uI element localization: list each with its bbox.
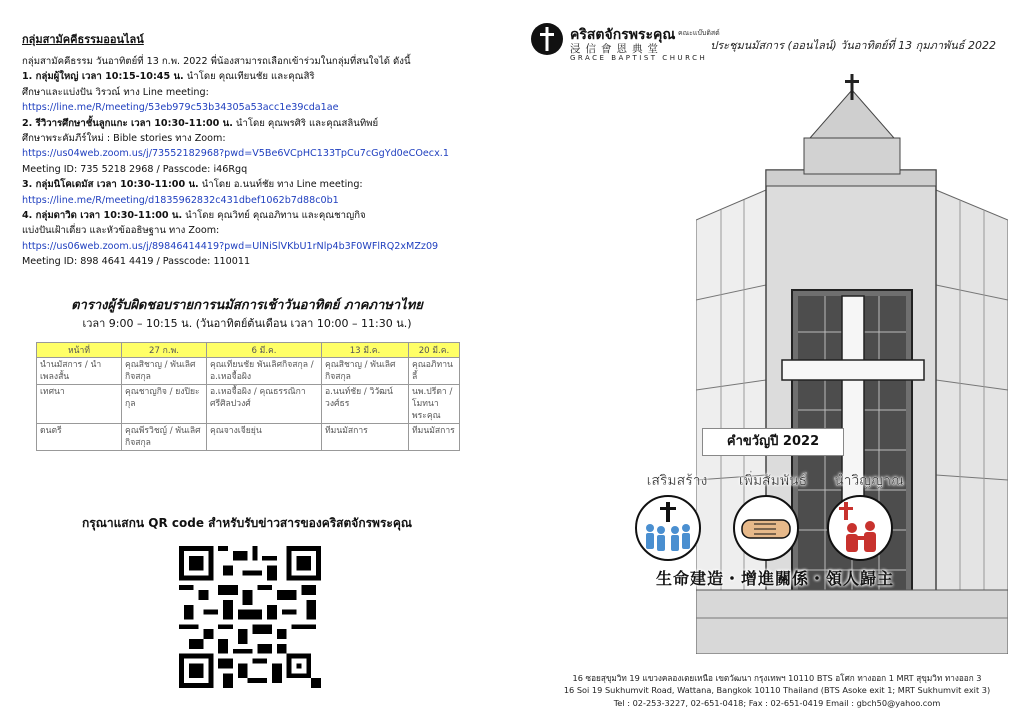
table-cell: ทีมนมัสการ bbox=[409, 424, 460, 451]
motto-relationship: เพิ่มสัมพันธ์ bbox=[738, 473, 808, 489]
motto-build: เสริมสร้าง bbox=[646, 473, 708, 489]
table-cell: อ.นนท์ชัย / วิวัฒน์วงศ์ธร bbox=[322, 385, 409, 424]
schedule-title: ตารางผู้รับผิดชอบรายการนมัสการเช้าวันอาทิตย์ ภาคภาษาไทย bbox=[71, 298, 423, 313]
group-2-desc: ศึกษาพระคัมภีร์ใหม่ : Bible stories ทาง Zoom: bbox=[22, 133, 226, 145]
church-name-chinese: 浸信會恩典堂 bbox=[570, 43, 663, 55]
table-cell: คุณเทียนชัย พันเลิศกิจสกุล / อ.เหอจื้อผิง bbox=[207, 358, 322, 385]
table-cell: ทีมนมัสการ bbox=[322, 424, 409, 451]
church-denomination: คณะแบ๊บติสต์ bbox=[678, 29, 720, 37]
groups-intro: กลุ่มสามัคคีธรรม วันอาทิตย์ที่ 13 ก.พ. 2022 พี่น้องสามารถเลือกเข้าร่วมในกลุ่มที่สนใจได้ ดังนี้ bbox=[22, 56, 411, 67]
groups-title: กลุ่มสามัคคีธรรมออนไลน์ bbox=[22, 33, 144, 46]
service-title: ประชุมนมัสการ (ออนไลน์) วันอาทิตย์ที่ 13 กุมภาพันธ์ 2022 bbox=[710, 39, 996, 52]
group-3-link[interactable]: https://line.me/R/meeting/d1835962832c431dbef1062b7d88c0b1 bbox=[22, 194, 339, 206]
header-cell: 20 มี.ค. bbox=[409, 343, 460, 358]
schedule-header-row bbox=[37, 343, 460, 358]
table-row bbox=[37, 358, 460, 385]
church-name-thai: คริสตจักรพระคุณ bbox=[570, 27, 676, 43]
table-cell: นพ.ปรีดา / โมทนาพระคุณ bbox=[409, 385, 460, 424]
group-4-heading: 4. กลุ่มดาวิด เวลา 10:30-11:00 น. นำโดย คุณวิทย์ คุณอภิทาน และคุณชาญกิจ bbox=[22, 210, 366, 222]
motto-chinese: 生命建造・增進關係・領人歸主 bbox=[655, 569, 894, 588]
table-cell: คุณจางเจียยุ่น bbox=[207, 424, 322, 451]
header-cell: 13 มี.ค. bbox=[322, 343, 409, 358]
address-english: 16 Soi 19 Sukhumvit Road, Wattana, Bangkok 10110 Thailand (BTS Asoke exit 1; MRT Sukhumvit exit 3) bbox=[563, 685, 991, 695]
group-2-meeting: Meeting ID: 735 5218 2968 / Passcode: i46Rgq bbox=[22, 163, 248, 175]
group-2-heading: 2. รีวิวารศึกษาชั้นลูกแกะ เวลา 10:30-11:00 น. นำโดย คุณพรศิริ และคุณสลินทิพย์ bbox=[22, 117, 379, 129]
church-name-english: GRACE BAPTIST CHURCH bbox=[570, 54, 708, 62]
header-cell: หน้าที่ bbox=[37, 343, 122, 358]
group-1-desc: ศึกษาและแบ่งปัน วิรวณ์ ทาง Line meeting: bbox=[22, 86, 209, 98]
schedule-table bbox=[36, 342, 460, 451]
table-cell: นำนมัสการ / นำเพลงสั้น bbox=[37, 358, 122, 385]
handshake-icon bbox=[732, 494, 800, 562]
group-4-desc: แบ่งปันเฝ้าเดี่ยว และหัวข้ออธิษฐาน ทาง Zoom: bbox=[22, 225, 220, 237]
cover-page bbox=[512, 0, 1024, 725]
online-groups-section bbox=[22, 30, 472, 270]
table-cell: คุณชาญกิจ / ยงปิยะกุล bbox=[122, 385, 207, 424]
qr-title: กรุณาแสกน QR code สำหรับรับข่าวสารของคริสตจักรพระคุณ bbox=[81, 516, 413, 530]
group-2-link[interactable]: https://us04web.zoom.us/j/73552182968?pwd=V5Be6VCpHC133TpCu7cGgYd0eCOecx.1 bbox=[22, 148, 449, 160]
table-cell: คุณสิชาญ / พันเลิศกิจสกุล bbox=[122, 358, 207, 385]
schedule-subtitle: เวลา 9:00 – 10:15 น. (วันอาทิตย์ต้นเดือน เวลา 10:00 – 11:30 น.) bbox=[82, 317, 412, 330]
group-3-heading: 3. กลุ่มนิโคเดมัส เวลา 10:30-11:00 น. นำโดย อ.นนท์ชัย ทาง Line meeting: bbox=[22, 179, 363, 191]
table-row bbox=[37, 424, 460, 451]
group-1-heading: 1. กลุ่มผู้ใหญ่ เวลา 10:15-10:45 น. นำโดย คุณเทียนชัย และคุณสิริ bbox=[22, 71, 315, 83]
table-cell: เทศนา bbox=[37, 385, 122, 424]
table-row bbox=[37, 385, 460, 424]
header-cell: 6 มี.ค. bbox=[207, 343, 322, 358]
group-1-link[interactable]: https://line.me/R/meeting/53eb979c53b34305a53acc1e39cda1ae bbox=[22, 102, 339, 114]
table-cell: อ.เหอจื้อผิง / คุณธรรณิกา ศรีศิลปวงศ์ bbox=[207, 385, 322, 424]
table-cell: คุณสิชาญ / พันเลิศกิจสกุล bbox=[322, 358, 409, 385]
people-cross-icon bbox=[826, 494, 894, 562]
group-4-meeting: Meeting ID: 898 4641 4419 / Passcode: 110011 bbox=[22, 256, 251, 268]
church-logo-icon bbox=[530, 22, 564, 56]
community-cross-icon bbox=[634, 494, 702, 562]
motto-title: คำขวัญปี 2022 bbox=[702, 428, 844, 456]
motto-evangelism: นำวิญญาณ bbox=[834, 473, 904, 489]
group-4-link[interactable]: https://us06web.zoom.us/j/89846414419?pwd=UlNiSlVKbU1rNlp4b3F0WFlRQ2xMZz09 bbox=[22, 240, 439, 252]
table-cell: คุณอภิทาน ลี้ bbox=[409, 358, 460, 385]
table-cell: ดนตรี bbox=[37, 424, 122, 451]
contact-info: Tel : 02-253-3227, 02-651-0418; Fax : 02-651-0419 Email : gbch50@yahoo.com bbox=[613, 698, 941, 708]
address-thai: 16 ซอยสุขุมวิท 19 แขวงคลองเตยเหนือ เขตวัฒนา กรุงเทพฯ 10110 BTS อโศก ทางออก 1 MRT สุขุมวิท ทางออก 3 bbox=[572, 673, 982, 683]
table-cell: คุณพีรวิชญ์ / พันเลิศกิจสกุล bbox=[122, 424, 207, 451]
qr-code-icon[interactable] bbox=[179, 546, 321, 688]
header-cell: 27 ก.พ. bbox=[122, 343, 207, 358]
